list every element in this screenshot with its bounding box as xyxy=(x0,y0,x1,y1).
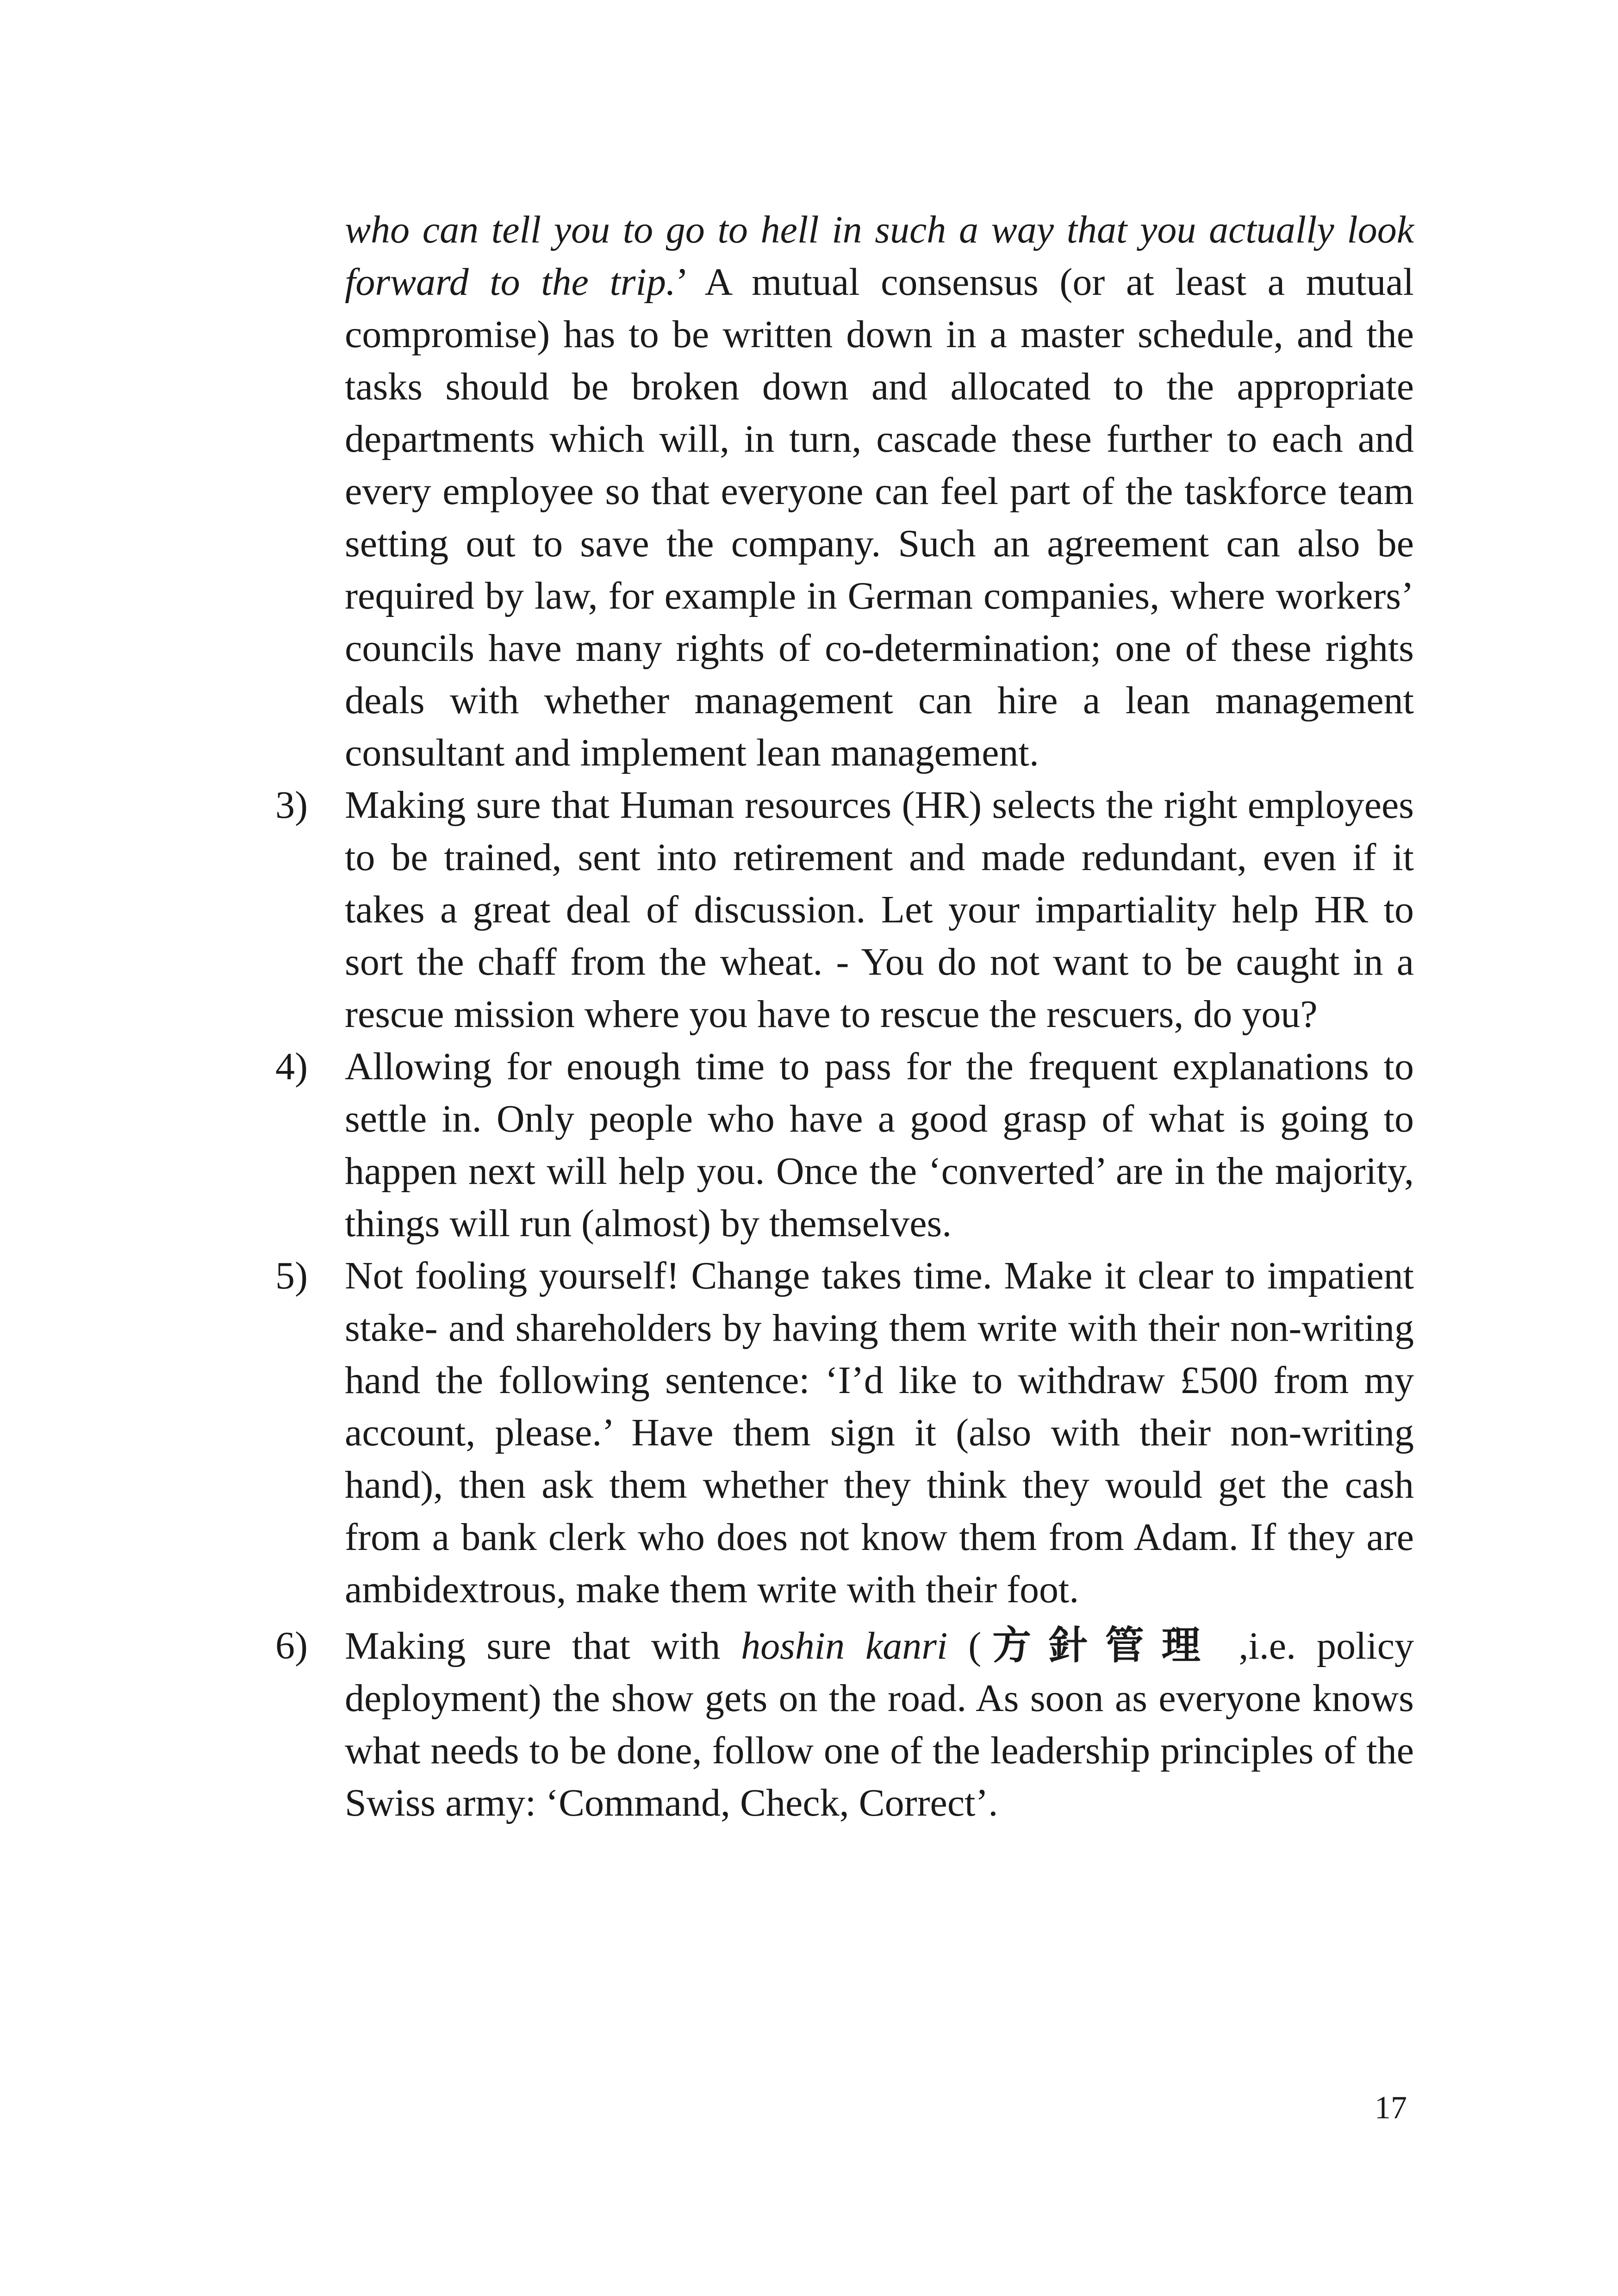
list-item-5 xyxy=(275,1250,1414,1616)
kanji-term: 方針管理 xyxy=(981,1623,1218,1668)
list-item-text: Making sure that Human resources (HR) selects the right employees to be trained, sent into retirement and made redundant, even if it takes a great deal of discussion. Let your impartiality help HR to sort the chaff from the wheat. - You do not want to be caught in a rescue mission where you have to rescue the rescuers, do you? xyxy=(345,784,1414,1036)
page-number: 17 xyxy=(1375,2090,1407,2126)
paren-open: ( xyxy=(947,1624,982,1668)
list-item-4 xyxy=(275,1040,1414,1250)
body-text xyxy=(275,204,1414,1829)
list-item-6 xyxy=(275,1619,1414,1829)
list-item-text: Allowing for enough time to pass for the frequent explanations to settle in. Only people who have a good grasp of what is going to happen next will help you. Once the ‘converted’ are in the majority, things will run (almost) by themselves. xyxy=(345,1045,1414,1245)
continuation-paragraph xyxy=(345,204,1414,779)
list-item-number: 3) xyxy=(275,784,308,827)
continuation-text: A mutual consensus (or at least a mutual compromise) has to be written down in a master schedule, and the tasks should be broken down and allocated to the appropriate departments which will, in turn, cascade these further to each and every employee so that everyone can feel part of the taskforce team setting out to save the company. Such an agreement can also be required by law, for example in German companies, where workers’ councils have many rights of co-determination; one of these rights deals with whether management can hire a lean management consultant and implement lean management. xyxy=(345,261,1414,774)
list-item-text: Not fooling yourself! Change takes time. Make it clear to impatient stake- and shareholders by having them write with their non-writing hand the following sentence: ‘I’d like to withdraw £500 from my account, please.’ Have them sign it (also with their non-writing hand), then ask them whether they think they would get the cash from a bank clerk who does not know them from Adam. If they are ambidextrous, make them write with their foot. xyxy=(345,1254,1414,1611)
list-item-3 xyxy=(275,779,1414,1040)
italic-quote: who can tell you to go to hell in such a way that you actually look forward to the trip. xyxy=(345,208,1414,304)
list-item-number: 6) xyxy=(275,1624,308,1667)
list-item-number: 5) xyxy=(275,1254,308,1297)
list-item-text-before: Making sure that with xyxy=(345,1624,741,1668)
italic-term: hoshin kanri xyxy=(741,1624,948,1668)
list-item-text-after: ,i.e. policy deployment) the show gets on the road. As soon as everyone knows what needs to be done, follow one of the leadership principles of the Swiss army: ‘Command, Check, Correct’. xyxy=(345,1624,1414,1824)
list-item-number: 4) xyxy=(275,1045,308,1088)
quote-close-mark: ’ xyxy=(675,261,686,304)
